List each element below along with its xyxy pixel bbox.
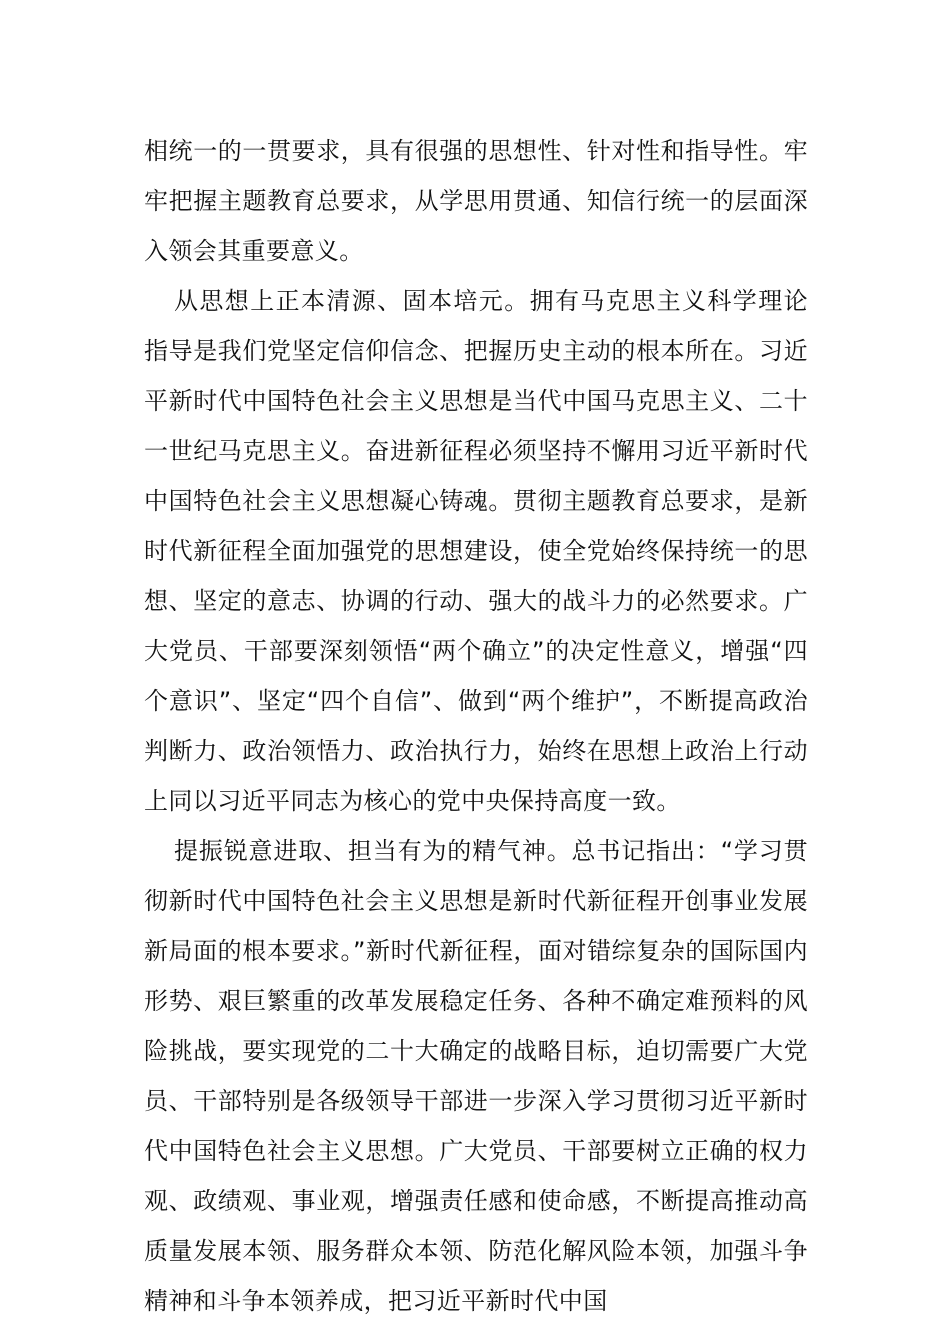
paragraph-continuation: 相统一的一贯要求，具有很强的思想性、针对性和指导性。牢牢把握主题教育总要求，从学思用贯通、知信行统一的层面深入领会其重要意义。 — [144, 137, 808, 265]
paragraph-ideological-foundation: 从思想上正本清源、固本培元。拥有马克思主义科学理论指导是我们党坚定信仰信念、把握历史主动的根本所在。习近平新时代中国特色社会主义思想是当代中国马克思主义、二十一世纪马克思主义。奋进新征程必须坚持不懈用习近平新时代中国特色社会主义思想凝心铸魂。贯彻主题教育总要求，是新时代新征程全面加强党的思想建设，使全党始终保持统一的思想、坚定的意志、协调的行动、强大的战斗力的必然要求。广大党员、干部要深刻领悟“两个确立”的决定性意义，增强“四个意识”、坚定“四个自信”、做到“两个维护”，不断提高政治判断力、政治领悟力、政治执行力，始终在思想上政治上行动上同以习近平同志为核心的党中央保持高度一致。 — [144, 287, 808, 815]
paragraph-enterprising-spirit: 提振锐意进取、担当有为的精气神。总书记指出：“学习贯彻新时代中国特色社会主义思想是新时代新征程开创事业发展新局面的根本要求。”新时代新征程，面对错综复杂的国际国内形势、艰巨繁重的改革发展稳定任务、各种不确定难预料的风险挑战，要实现党的二十大确定的战略目标，迫切需要广大党员、干部特别是各级领导干部进一步深入学习贯彻习近平新时代中国特色社会主义思想。广大党员、干部要树立正确的权力观、政绩观、事业观，增强责任感和使命感，不断提高推动高质量发展本领、服务群众本领、防范化解风险本领，加强斗争精神和斗争本领养成，把习近平新时代中国 — [144, 837, 808, 1315]
document-body — [144, 126, 808, 1326]
